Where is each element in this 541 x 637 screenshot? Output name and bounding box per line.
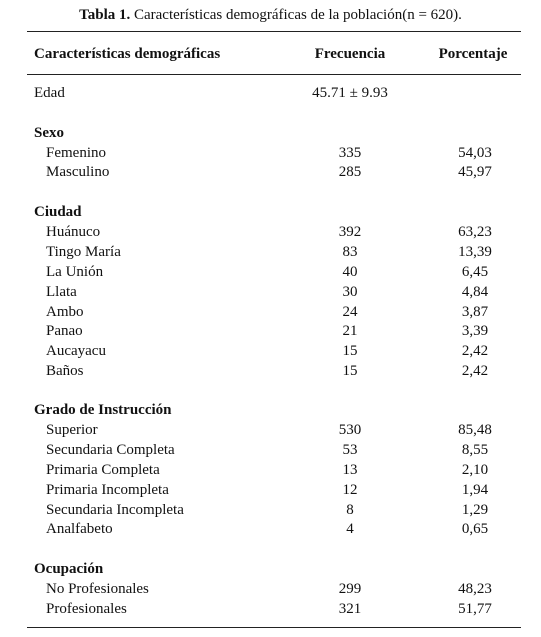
- table-row: [0, 282, 541, 302]
- row-label: Analfabeto: [46, 521, 113, 537]
- row-percentage: 1,29: [461, 502, 489, 518]
- table-header-row: [0, 44, 541, 64]
- section-title: Grado de Instrucción: [34, 402, 172, 418]
- row-percentage: 1,94: [461, 482, 489, 498]
- row-label: Femenino: [46, 145, 106, 161]
- row-label: No Profesionales: [46, 581, 149, 597]
- section-title-ocupacion: [0, 559, 541, 579]
- table-row: [0, 420, 541, 440]
- table-row: [0, 341, 541, 361]
- row-percentage: 51,77: [458, 601, 492, 617]
- row-frequency: 13: [342, 462, 358, 478]
- row-percentage: 3,39: [461, 323, 489, 339]
- row-frequency: 15: [342, 363, 358, 379]
- table-row: [0, 599, 541, 619]
- table-row: [0, 262, 541, 282]
- row-percentage: 4,84: [461, 284, 489, 300]
- row-label: Tingo María: [46, 244, 121, 260]
- row-label: Panao: [46, 323, 83, 339]
- table-bottom-rule: [27, 627, 521, 628]
- table-row: [0, 321, 541, 341]
- row-percentage: 63,23: [458, 224, 492, 240]
- table-row: [0, 519, 541, 539]
- header-characteristic: Características demográficas: [34, 46, 221, 62]
- table-header-rule: [27, 74, 521, 75]
- header-percentage: Porcentaje: [438, 46, 508, 62]
- row-label: Profesionales: [46, 601, 127, 617]
- row-label: Ambo: [46, 304, 84, 320]
- row-label: Primaria Incompleta: [46, 482, 169, 498]
- row-frequency: 40: [342, 264, 358, 280]
- table-row: [0, 500, 541, 520]
- row-frequency: 53: [342, 442, 358, 458]
- table-caption-text: Características demográficas de la población(n = 620).: [130, 7, 462, 23]
- row-label: Superior: [46, 422, 98, 438]
- header-frequency: Frecuencia: [314, 46, 386, 62]
- row-frequency: 4: [346, 521, 354, 537]
- row-label: Edad: [34, 85, 65, 101]
- row-percentage: 13,39: [458, 244, 492, 260]
- row-label: Masculino: [46, 164, 110, 180]
- table-row: [0, 222, 541, 242]
- section-title: Sexo: [34, 125, 64, 141]
- row-percentage: 2,10: [461, 462, 489, 478]
- row-frequency: 12: [342, 482, 358, 498]
- table-row: [0, 302, 541, 322]
- row-label: Primaria Completa: [46, 462, 160, 478]
- row-frequency: 392: [338, 224, 362, 240]
- row-percentage: 54,03: [458, 145, 492, 161]
- table-caption-label: Tabla 1.: [79, 7, 131, 23]
- row-label: Baños: [46, 363, 84, 379]
- table-row: [0, 242, 541, 262]
- section-title-instruccion: [0, 400, 541, 420]
- table-row-edad: [0, 83, 541, 103]
- row-label: Aucayacu: [46, 343, 106, 359]
- row-label: La Unión: [46, 264, 104, 280]
- row-frequency: 285: [338, 164, 362, 180]
- row-frequency: 530: [338, 422, 362, 438]
- table-top-rule: [27, 31, 521, 32]
- table-caption: [0, 6, 541, 24]
- row-frequency: 21: [342, 323, 358, 339]
- row-label: Secundaria Completa: [46, 442, 175, 458]
- row-frequency: 335: [338, 145, 362, 161]
- row-frequency: 15: [342, 343, 358, 359]
- row-frequency: 299: [338, 581, 362, 597]
- table-row: [0, 480, 541, 500]
- row-frequency: 24: [342, 304, 358, 320]
- row-percentage: 3,87: [461, 304, 489, 320]
- row-percentage: 6,45: [461, 264, 489, 280]
- row-frequency: 8: [346, 502, 354, 518]
- table-row: [0, 162, 541, 182]
- row-label: Huánuco: [46, 224, 101, 240]
- section-title-sexo: [0, 123, 541, 143]
- row-percentage: 8,55: [461, 442, 489, 458]
- row-frequency: 45.71 ± 9.93: [312, 85, 388, 101]
- section-title: Ocupación: [34, 561, 104, 577]
- section-title-ciudad: [0, 202, 541, 222]
- table-row: [0, 361, 541, 381]
- row-frequency: 321: [338, 601, 362, 617]
- row-frequency: 30: [342, 284, 358, 300]
- row-percentage: 2,42: [461, 363, 489, 379]
- section-title: Ciudad: [34, 204, 82, 220]
- row-label: Secundaria Incompleta: [46, 502, 184, 518]
- row-percentage: 0,65: [461, 521, 489, 537]
- row-percentage: 85,48: [458, 422, 492, 438]
- row-percentage: 48,23: [458, 581, 492, 597]
- table-row: [0, 440, 541, 460]
- row-frequency: 83: [342, 244, 358, 260]
- row-label: Llata: [46, 284, 77, 300]
- row-percentage: 45,97: [458, 164, 492, 180]
- table-row: [0, 460, 541, 480]
- table-row: [0, 143, 541, 163]
- table-row: [0, 579, 541, 599]
- row-percentage: 2,42: [461, 343, 489, 359]
